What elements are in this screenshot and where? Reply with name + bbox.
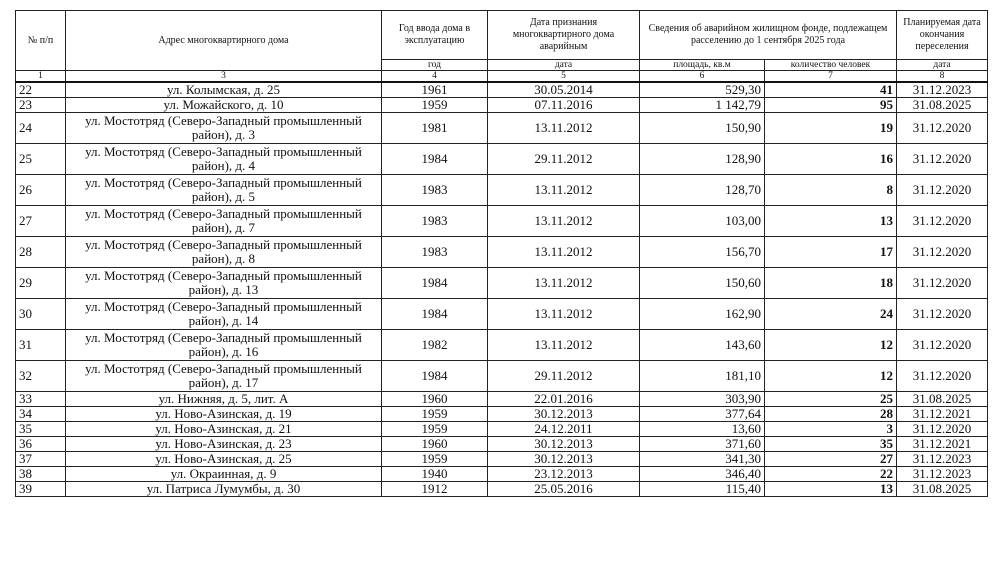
table-row: [16, 361, 988, 392]
cell-people: 19: [765, 113, 897, 144]
cell-year: 1984: [382, 299, 488, 330]
cell-area: 341,30: [640, 452, 765, 467]
index-6: 6: [640, 71, 765, 83]
cell-people: 13: [765, 482, 897, 497]
cell-year: 1912: [382, 482, 488, 497]
table-row: [16, 407, 988, 422]
cell-address: ул. Ново-Азинская, д. 23: [66, 437, 382, 452]
cell-num: 35: [16, 422, 66, 437]
cell-address: ул. Колымская, д. 25: [66, 82, 382, 98]
subheader-year: год: [382, 60, 488, 71]
cell-area: 115,40: [640, 482, 765, 497]
cell-date: 30.05.2014: [488, 82, 640, 98]
table-row: [16, 422, 988, 437]
cell-area: 529,30: [640, 82, 765, 98]
cell-people: 24: [765, 299, 897, 330]
cell-num: 37: [16, 452, 66, 467]
cell-date: 30.12.2013: [488, 452, 640, 467]
cell-people: 13: [765, 206, 897, 237]
cell-num: 32: [16, 361, 66, 392]
cell-address: ул. Нижняя, д. 5, лит. А: [66, 392, 382, 407]
cell-area: 128,90: [640, 144, 765, 175]
cell-address: ул. Мостотряд (Северо-Западный промышленный район), д. 8: [66, 237, 382, 268]
cell-year: 1960: [382, 392, 488, 407]
cell-date: 13.11.2012: [488, 268, 640, 299]
cell-address: ул. Мостотряд (Северо-Западный промышленный район), д. 3: [66, 113, 382, 144]
cell-year: 1960: [382, 437, 488, 452]
cell-people: 41: [765, 82, 897, 98]
cell-num: 34: [16, 407, 66, 422]
cell-address: ул. Окраинная, д. 9: [66, 467, 382, 482]
cell-year: 1959: [382, 452, 488, 467]
cell-num: 30: [16, 299, 66, 330]
cell-area: 162,90: [640, 299, 765, 330]
table-row: [16, 82, 988, 98]
cell-address: ул. Мостотряд (Северо-Западный промышленный район), д. 5: [66, 175, 382, 206]
table-row: [16, 98, 988, 113]
cell-date: 25.05.2016: [488, 482, 640, 497]
cell-year: 1959: [382, 422, 488, 437]
cell-planned: 31.12.2020: [897, 175, 988, 206]
cell-year: 1961: [382, 82, 488, 98]
cell-people: 28: [765, 407, 897, 422]
table-row: [16, 144, 988, 175]
subheader-people: количество человек: [765, 60, 897, 71]
subheader-area: площадь, кв.м: [640, 60, 765, 71]
header-planned: Планируемая дата окончания переселения: [897, 11, 988, 60]
cell-num: 23: [16, 98, 66, 113]
cell-area: 346,40: [640, 467, 765, 482]
table-row: [16, 330, 988, 361]
cell-num: 24: [16, 113, 66, 144]
cell-people: 35: [765, 437, 897, 452]
cell-area: 1 142,79: [640, 98, 765, 113]
cell-date: 29.11.2012: [488, 144, 640, 175]
cell-area: 150,90: [640, 113, 765, 144]
cell-num: 26: [16, 175, 66, 206]
cell-planned: 31.08.2025: [897, 392, 988, 407]
cell-address: ул. Мостотряд (Северо-Западный промышленный район), д. 4: [66, 144, 382, 175]
subheader-planned: дата: [897, 60, 988, 71]
cell-year: 1982: [382, 330, 488, 361]
table-row: [16, 452, 988, 467]
cell-year: 1984: [382, 268, 488, 299]
table-row: [16, 175, 988, 206]
cell-planned: 31.12.2023: [897, 467, 988, 482]
cell-area: 303,90: [640, 392, 765, 407]
cell-address: ул. Мостотряд (Северо-Западный промышленный район), д. 16: [66, 330, 382, 361]
cell-num: 29: [16, 268, 66, 299]
cell-people: 16: [765, 144, 897, 175]
cell-planned: 31.12.2021: [897, 437, 988, 452]
cell-planned: 31.12.2021: [897, 407, 988, 422]
cell-num: 39: [16, 482, 66, 497]
table-row: [16, 467, 988, 482]
header-info: Сведения об аварийном жилищном фонде, подлежащем расселению до 1 сентября 2025 года: [640, 11, 897, 60]
index-3: 3: [66, 71, 382, 83]
table-body: [16, 82, 988, 497]
document-sheet: [15, 10, 987, 497]
housing-table: [15, 10, 988, 497]
cell-date: 22.01.2016: [488, 392, 640, 407]
table-row: [16, 237, 988, 268]
cell-num: 33: [16, 392, 66, 407]
cell-date: 23.12.2013: [488, 467, 640, 482]
cell-year: 1983: [382, 175, 488, 206]
table-row: [16, 113, 988, 144]
cell-address: ул. Ново-Азинская, д. 25: [66, 452, 382, 467]
cell-date: 29.11.2012: [488, 361, 640, 392]
cell-num: 22: [16, 82, 66, 98]
cell-address: ул. Мостотряд (Северо-Западный промышленный район), д. 14: [66, 299, 382, 330]
cell-year: 1959: [382, 407, 488, 422]
cell-address: ул. Мостотряд (Северо-Западный промышленный район), д. 13: [66, 268, 382, 299]
cell-year: 1983: [382, 237, 488, 268]
subheader-date: дата: [488, 60, 640, 71]
cell-people: 8: [765, 175, 897, 206]
header-date: Дата признания многоквартирного дома аварийным: [488, 11, 640, 60]
cell-date: 13.11.2012: [488, 175, 640, 206]
cell-planned: 31.12.2020: [897, 113, 988, 144]
cell-date: 13.11.2012: [488, 206, 640, 237]
table-row: [16, 268, 988, 299]
cell-year: 1984: [382, 361, 488, 392]
cell-people: 12: [765, 361, 897, 392]
cell-planned: 31.08.2025: [897, 482, 988, 497]
cell-date: 13.11.2012: [488, 299, 640, 330]
cell-area: 13,60: [640, 422, 765, 437]
cell-address: ул. Можайского, д. 10: [66, 98, 382, 113]
table-row: [16, 392, 988, 407]
cell-people: 12: [765, 330, 897, 361]
cell-address: ул. Ново-Азинская, д. 21: [66, 422, 382, 437]
cell-year: 1983: [382, 206, 488, 237]
header-year: Год ввода дома в эксплуатацию: [382, 11, 488, 60]
header-num: № п/п: [16, 11, 66, 71]
cell-planned: 31.12.2020: [897, 206, 988, 237]
cell-planned: 31.12.2020: [897, 237, 988, 268]
index-1: 1: [16, 71, 66, 83]
cell-area: 371,60: [640, 437, 765, 452]
cell-address: ул. Патриса Лумумбы, д. 30: [66, 482, 382, 497]
cell-area: 181,10: [640, 361, 765, 392]
cell-planned: 31.12.2020: [897, 330, 988, 361]
table-row: [16, 482, 988, 497]
cell-people: 17: [765, 237, 897, 268]
cell-planned: 31.12.2020: [897, 361, 988, 392]
index-4: 4: [382, 71, 488, 83]
cell-area: 156,70: [640, 237, 765, 268]
cell-area: 377,64: [640, 407, 765, 422]
cell-area: 143,60: [640, 330, 765, 361]
cell-year: 1981: [382, 113, 488, 144]
cell-year: 1984: [382, 144, 488, 175]
cell-planned: 31.12.2023: [897, 452, 988, 467]
cell-date: 30.12.2013: [488, 407, 640, 422]
cell-year: 1959: [382, 98, 488, 113]
cell-area: 128,70: [640, 175, 765, 206]
cell-area: 150,60: [640, 268, 765, 299]
index-8: 8: [897, 71, 988, 83]
cell-people: 95: [765, 98, 897, 113]
cell-address: ул. Мостотряд (Северо-Западный промышленный район), д. 7: [66, 206, 382, 237]
cell-num: 31: [16, 330, 66, 361]
cell-num: 27: [16, 206, 66, 237]
header-address: Адрес многоквартирного дома: [66, 11, 382, 71]
cell-planned: 31.12.2023: [897, 82, 988, 98]
cell-planned: 31.12.2020: [897, 268, 988, 299]
cell-address: ул. Ново-Азинская, д. 19: [66, 407, 382, 422]
cell-people: 25: [765, 392, 897, 407]
cell-people: 18: [765, 268, 897, 299]
cell-date: 07.11.2016: [488, 98, 640, 113]
table-row: [16, 206, 988, 237]
cell-date: 24.12.2011: [488, 422, 640, 437]
cell-planned: 31.08.2025: [897, 98, 988, 113]
cell-date: 13.11.2012: [488, 330, 640, 361]
cell-date: 30.12.2013: [488, 437, 640, 452]
table-row: [16, 299, 988, 330]
index-7: 7: [765, 71, 897, 83]
cell-num: 28: [16, 237, 66, 268]
cell-planned: 31.12.2020: [897, 299, 988, 330]
cell-people: 22: [765, 467, 897, 482]
cell-date: 13.11.2012: [488, 237, 640, 268]
cell-area: 103,00: [640, 206, 765, 237]
cell-num: 38: [16, 467, 66, 482]
cell-address: ул. Мостотряд (Северо-Западный промышленный район), д. 17: [66, 361, 382, 392]
cell-planned: 31.12.2020: [897, 422, 988, 437]
cell-num: 36: [16, 437, 66, 452]
cell-people: 3: [765, 422, 897, 437]
table-row: [16, 437, 988, 452]
cell-people: 27: [765, 452, 897, 467]
index-5: 5: [488, 71, 640, 83]
cell-year: 1940: [382, 467, 488, 482]
cell-date: 13.11.2012: [488, 113, 640, 144]
cell-num: 25: [16, 144, 66, 175]
cell-planned: 31.12.2020: [897, 144, 988, 175]
